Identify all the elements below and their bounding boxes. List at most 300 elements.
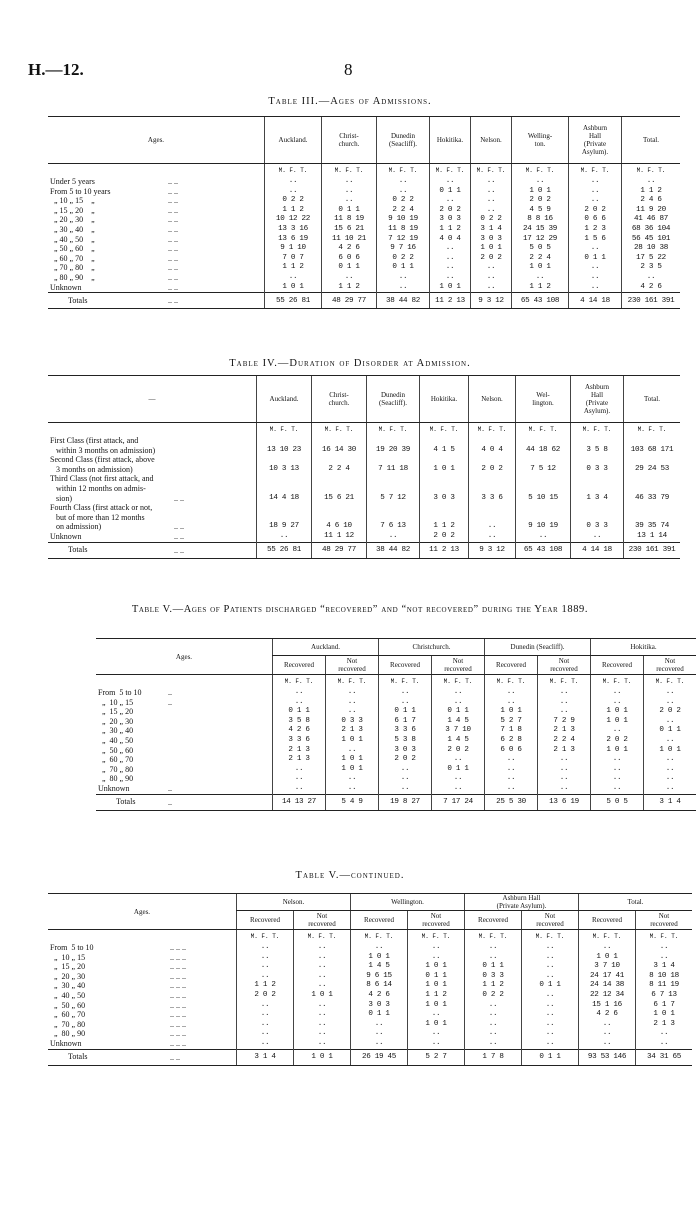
data-cell: 11 10 21 bbox=[322, 235, 377, 245]
column-header: Auckland. bbox=[257, 376, 312, 423]
data-cell: .. bbox=[377, 187, 430, 197]
data-cell: 1 0 1 bbox=[408, 981, 465, 991]
data-cell: 1 0 1 bbox=[512, 263, 569, 273]
data-cell: 29 24 53 bbox=[624, 455, 681, 474]
data-cell: .. bbox=[522, 972, 579, 982]
data-cell: .. bbox=[432, 784, 485, 794]
data-cell: .. bbox=[432, 755, 485, 765]
table-row bbox=[96, 688, 696, 698]
row-leader-dots: .. .. bbox=[168, 205, 178, 215]
row-leader-dots: .. .. bbox=[168, 224, 178, 234]
data-cell: 0 1 1 bbox=[432, 707, 485, 717]
row-label: „ 15 „ 20 bbox=[98, 707, 134, 717]
data-cell: 2 2 4 bbox=[538, 736, 591, 746]
data-cell: .. bbox=[569, 263, 622, 273]
data-cell: .. bbox=[351, 1039, 408, 1049]
mft-label: M. F. T. bbox=[579, 930, 636, 944]
data-cell: 4 1 5 bbox=[420, 436, 469, 455]
data-cell: .. bbox=[469, 532, 516, 542]
row-label: Unknown bbox=[50, 282, 82, 292]
row-leader-dots bbox=[168, 746, 273, 756]
mft-spacer bbox=[48, 164, 265, 178]
data-cell: 2 0 2 bbox=[430, 206, 471, 216]
data-cell: 0 1 1 bbox=[379, 707, 432, 717]
table-v-title: Table V.—Ages of Patients discharged “recovered” and “not recovered” during the Year 1889. bbox=[131, 604, 589, 615]
row-leader-dots: .. .. bbox=[168, 263, 178, 273]
data-cell: .. bbox=[273, 688, 326, 698]
data-cell: .. bbox=[351, 943, 408, 953]
table-row bbox=[48, 503, 680, 532]
group-header: Total. bbox=[579, 894, 693, 911]
data-cell: .. bbox=[644, 698, 697, 708]
table-v-continued-title: Table V.—continued. bbox=[295, 870, 405, 881]
data-cell: 1 1 2 bbox=[622, 187, 681, 197]
column-header: Nelson. bbox=[471, 117, 512, 164]
data-cell: .. bbox=[237, 1010, 294, 1020]
data-cell: 3 7 10 bbox=[579, 962, 636, 972]
data-cell: 0 2 2 bbox=[377, 196, 430, 206]
data-cell: 3 0 3 bbox=[430, 215, 471, 225]
data-cell: .. bbox=[512, 177, 569, 187]
data-cell: 1 1 2 bbox=[420, 503, 469, 532]
data-cell: .. bbox=[379, 784, 432, 794]
mft-label: M. F. T. bbox=[322, 164, 377, 178]
data-cell: 16 14 30 bbox=[312, 436, 367, 455]
data-cell: .. bbox=[294, 972, 351, 982]
data-cell: .. bbox=[237, 1001, 294, 1011]
data-cell: 1 0 1 bbox=[512, 187, 569, 197]
data-cell: 2 1 3 bbox=[538, 726, 591, 736]
row-leader-dots: .. .. .. bbox=[170, 990, 186, 1000]
row-leader-dots: .. .. bbox=[168, 272, 178, 282]
row-label: Second Class (first attack, above 3 months on admission) bbox=[50, 455, 155, 474]
mft-label: M. F. T. bbox=[624, 423, 681, 437]
data-cell: 28 10 38 bbox=[622, 244, 681, 254]
data-cell: 3 0 3 bbox=[351, 1001, 408, 1011]
data-cell: .. bbox=[591, 688, 644, 698]
data-cell: .. bbox=[326, 688, 379, 698]
row-leader-dots: .. .. .. bbox=[170, 1019, 186, 1029]
table-iv-title: Table IV.—Duration of Disorder at Admission. bbox=[229, 358, 471, 369]
row-label: „ 20 „ 30 bbox=[98, 716, 134, 726]
data-cell: .. bbox=[579, 1029, 636, 1039]
row-leader-dots: .. .. bbox=[168, 177, 178, 186]
row-leader-dots: .. .. .. bbox=[170, 1038, 186, 1048]
group-header: Christchurch. bbox=[379, 639, 485, 656]
sub-header: Recovered bbox=[485, 656, 538, 675]
data-cell: 4 2 6 bbox=[273, 726, 326, 736]
data-cell: .. bbox=[379, 765, 432, 775]
data-cell: .. bbox=[237, 1020, 294, 1030]
row-label: Fourth Class (first attack or not, but of more than 12 months on admission) bbox=[50, 503, 153, 532]
totals-row bbox=[96, 794, 696, 810]
mft-label: M. F. T. bbox=[257, 423, 312, 437]
data-cell: 15 6 21 bbox=[322, 225, 377, 235]
data-cell: 15 6 21 bbox=[312, 474, 367, 503]
data-cell: .. bbox=[591, 774, 644, 784]
data-cell: 7 6 13 bbox=[367, 503, 420, 532]
row-label: „ 70 „ 80 bbox=[98, 764, 134, 774]
mft-label: M. F. T. bbox=[265, 164, 322, 178]
data-cell: 0 1 1 bbox=[273, 707, 326, 717]
data-cell: 7 5 12 bbox=[516, 455, 571, 474]
row-label: „ 60 „ 70 bbox=[50, 1010, 86, 1020]
sub-header: Recovered bbox=[379, 656, 432, 675]
data-cell: 1 0 1 bbox=[408, 1001, 465, 1011]
totals-cell: 4 14 18 bbox=[571, 542, 624, 558]
table-row bbox=[48, 962, 692, 972]
row-label: „ 15 „ 20 „ bbox=[50, 205, 95, 215]
data-cell: 15 1 16 bbox=[579, 1001, 636, 1011]
data-cell: 1 0 1 bbox=[420, 455, 469, 474]
totals-cell: 9 3 12 bbox=[471, 293, 512, 309]
data-cell: 6 7 13 bbox=[636, 991, 693, 1001]
mft-label: M. F. T. bbox=[538, 675, 591, 689]
sub-header: Recovered bbox=[273, 656, 326, 675]
row-leader-dots: .. .. bbox=[168, 215, 178, 225]
column-header: Auckland. bbox=[265, 117, 322, 164]
data-cell: .. bbox=[294, 981, 351, 991]
mft-label: M. F. T. bbox=[237, 930, 294, 944]
data-cell: 1 0 1 bbox=[591, 717, 644, 727]
data-cell: .. bbox=[471, 177, 512, 187]
row-label: „ 10 „ 15 bbox=[50, 952, 86, 962]
data-cell: .. bbox=[326, 698, 379, 708]
mft-label: M. F. T. bbox=[591, 675, 644, 689]
table-row bbox=[48, 1020, 692, 1030]
sub-header: Recovered bbox=[465, 911, 522, 930]
data-cell: .. bbox=[512, 273, 569, 283]
data-cell: .. bbox=[538, 755, 591, 765]
data-cell: 0 3 3 bbox=[571, 455, 624, 474]
data-cell: 0 1 1 bbox=[432, 765, 485, 775]
row-leader-dots bbox=[174, 436, 257, 455]
data-cell: 1 4 5 bbox=[432, 717, 485, 727]
data-cell: .. bbox=[485, 784, 538, 794]
table-row bbox=[48, 1010, 692, 1020]
data-cell: 1 0 1 bbox=[351, 953, 408, 963]
row-label: From 5 to 10 years bbox=[50, 186, 111, 196]
column-header: Hokitika. bbox=[420, 376, 469, 423]
data-cell: 4 5 9 bbox=[512, 206, 569, 216]
data-cell: .. bbox=[257, 532, 312, 542]
data-cell: 7 2 9 bbox=[538, 717, 591, 727]
data-cell: 6 2 8 bbox=[485, 736, 538, 746]
totals-label: Totals bbox=[48, 1049, 170, 1065]
data-cell: .. bbox=[522, 953, 579, 963]
data-cell: 0 1 1 bbox=[644, 726, 697, 736]
table-row bbox=[48, 235, 680, 245]
data-cell: 5 10 15 bbox=[516, 474, 571, 503]
column-header: Nelson. bbox=[469, 376, 516, 423]
row-leader-dots: .. .. .. bbox=[170, 1000, 186, 1010]
group-header: Dunedin (Seacliff). bbox=[485, 639, 591, 656]
data-cell: 2 0 2 bbox=[379, 755, 432, 765]
data-cell: .. bbox=[485, 755, 538, 765]
data-cell: .. bbox=[522, 1001, 579, 1011]
table-row bbox=[96, 736, 696, 746]
data-cell: 13 10 23 bbox=[257, 436, 312, 455]
table-row bbox=[96, 774, 696, 784]
totals-cell: 11 2 13 bbox=[420, 542, 469, 558]
row-leader-dots: .. .. .. bbox=[170, 971, 186, 981]
data-cell: .. bbox=[379, 774, 432, 784]
table-row bbox=[48, 991, 692, 1001]
sub-header: Not recovered bbox=[522, 911, 579, 930]
column-header: Wel- lington. bbox=[516, 376, 571, 423]
column-header: Christ- church. bbox=[312, 376, 367, 423]
data-cell: 1 0 1 bbox=[644, 746, 697, 756]
data-cell: 2 0 2 bbox=[471, 254, 512, 264]
row-leader-dots: .. .. bbox=[168, 196, 178, 206]
data-cell: 1 0 1 bbox=[326, 736, 379, 746]
data-cell: .. bbox=[591, 726, 644, 736]
data-cell: 22 12 34 bbox=[579, 991, 636, 1001]
data-cell: 3 5 8 bbox=[273, 717, 326, 727]
mft-label: M. F. T. bbox=[326, 675, 379, 689]
table-row bbox=[96, 726, 696, 736]
totals-row bbox=[48, 542, 680, 558]
totals-cell: 48 29 77 bbox=[322, 293, 377, 309]
data-cell: 2 2 4 bbox=[312, 455, 367, 474]
totals-cell: 13 6 19 bbox=[538, 794, 591, 810]
data-cell: .. bbox=[367, 532, 420, 542]
column-header: Total. bbox=[624, 376, 681, 423]
header-cell-first: Ages. bbox=[48, 117, 265, 164]
data-cell: 8 10 18 bbox=[636, 972, 693, 982]
data-cell: 1 0 1 bbox=[326, 765, 379, 775]
mft-label: M. F. T. bbox=[569, 164, 622, 178]
totals-dots: .. bbox=[168, 794, 273, 810]
row-leader-dots: .. .. bbox=[168, 244, 178, 254]
data-cell: 4 2 6 bbox=[622, 283, 681, 293]
data-cell: 1 1 2 bbox=[465, 981, 522, 991]
group-header: Hokitika. bbox=[591, 639, 697, 656]
data-cell: .. bbox=[377, 273, 430, 283]
data-cell: .. bbox=[351, 1029, 408, 1039]
data-cell: 4 6 10 bbox=[312, 503, 367, 532]
mft-label: M. F. T. bbox=[351, 930, 408, 944]
row-leader-dots: .. .. .. bbox=[170, 1029, 186, 1039]
data-cell: 4 2 6 bbox=[351, 991, 408, 1001]
data-cell: 9 10 19 bbox=[377, 215, 430, 225]
row-leader-dots: .. .. .. bbox=[170, 981, 186, 991]
data-cell: 0 1 1 bbox=[522, 981, 579, 991]
sub-header: Recovered bbox=[579, 911, 636, 930]
data-cell: .. bbox=[522, 962, 579, 972]
table-row bbox=[48, 273, 680, 283]
row-label: „ 50 „ 60 „ bbox=[50, 244, 95, 254]
data-cell: .. bbox=[644, 736, 697, 746]
row-leader-dots: .. bbox=[168, 783, 172, 793]
row-label: First Class (first attack, and within 3 months on admission) bbox=[50, 436, 156, 455]
data-cell: 19 20 39 bbox=[367, 436, 420, 455]
data-cell: 3 7 10 bbox=[432, 726, 485, 736]
table-row bbox=[48, 943, 692, 953]
mft-label: M. F. T. bbox=[379, 675, 432, 689]
data-cell: .. bbox=[408, 1039, 465, 1049]
row-leader-dots bbox=[168, 765, 273, 775]
totals-dots: .. .. bbox=[174, 542, 257, 558]
data-cell: .. bbox=[569, 244, 622, 254]
totals-cell: 230 161 391 bbox=[622, 293, 681, 309]
data-cell: 0 2 2 bbox=[465, 991, 522, 1001]
data-cell: 103 68 171 bbox=[624, 436, 681, 455]
data-cell: 1 0 1 bbox=[430, 283, 471, 293]
data-cell: 6 1 7 bbox=[379, 717, 432, 727]
ages-header: Ages. bbox=[96, 639, 273, 675]
data-cell: 44 18 62 bbox=[516, 436, 571, 455]
data-cell: 0 1 1 bbox=[322, 206, 377, 216]
data-cell: 0 1 1 bbox=[322, 263, 377, 273]
row-label: „ 60 „ 70 „ bbox=[50, 253, 95, 263]
row-label: „ 50 „ 60 bbox=[98, 745, 134, 755]
sub-header: Recovered bbox=[351, 911, 408, 930]
data-cell: 10 3 13 bbox=[257, 455, 312, 474]
row-label: Under 5 years bbox=[50, 177, 95, 186]
data-cell: 1 0 1 bbox=[408, 962, 465, 972]
totals-cell: 5 0 5 bbox=[591, 794, 644, 810]
column-header: Dunedin (Seacliff). bbox=[367, 376, 420, 423]
data-cell: .. bbox=[569, 283, 622, 293]
data-cell: 1 1 2 bbox=[408, 991, 465, 1001]
data-cell: .. bbox=[644, 755, 697, 765]
data-cell: .. bbox=[471, 283, 512, 293]
table-row bbox=[48, 1001, 692, 1011]
row-leader-dots bbox=[168, 736, 273, 746]
data-cell: .. bbox=[644, 774, 697, 784]
row-label: „ 80 „ 90 bbox=[98, 774, 134, 784]
data-cell: 3 1 4 bbox=[636, 962, 693, 972]
totals-cell: 1 7 8 bbox=[465, 1049, 522, 1065]
row-label: „ 80 „ 90 „ bbox=[50, 272, 95, 282]
data-cell: 4 2 6 bbox=[579, 1010, 636, 1020]
data-cell: .. bbox=[644, 688, 697, 698]
data-cell: 9 1 10 bbox=[265, 244, 322, 254]
data-cell: 1 3 4 bbox=[571, 474, 624, 503]
mft-label: M. F. T. bbox=[273, 675, 326, 689]
data-cell: 3 0 3 bbox=[420, 474, 469, 503]
data-cell: .. bbox=[273, 774, 326, 784]
ages-header: Ages. bbox=[48, 894, 237, 930]
row-label: „ 20 „ 30 „ bbox=[50, 215, 95, 225]
row-label: „ 15 „ 20 bbox=[50, 962, 86, 972]
totals-cell: 9 3 12 bbox=[469, 542, 516, 558]
data-cell: 13 3 16 bbox=[265, 225, 322, 235]
row-label: „ 40 „ 50 „ bbox=[50, 234, 95, 244]
row-leader-dots: .. .. bbox=[174, 522, 184, 532]
sub-header: Not recovered bbox=[432, 656, 485, 675]
totals-cell: 11 2 13 bbox=[430, 293, 471, 309]
data-cell: .. bbox=[430, 196, 471, 206]
data-cell: .. bbox=[465, 1029, 522, 1039]
data-cell: .. bbox=[432, 688, 485, 698]
data-cell: .. bbox=[351, 1020, 408, 1030]
data-cell: 0 2 2 bbox=[377, 254, 430, 264]
mft-label: M. F. T. bbox=[432, 675, 485, 689]
group-header: Ashburn Hall (Private Asylum). bbox=[465, 894, 579, 911]
totals-row bbox=[48, 293, 680, 309]
data-cell: 11 1 12 bbox=[312, 532, 367, 542]
data-cell: .. bbox=[644, 784, 697, 794]
data-cell: .. bbox=[471, 187, 512, 197]
data-cell: .. bbox=[516, 532, 571, 542]
data-cell: .. bbox=[237, 953, 294, 963]
row-leader-dots: .. .. bbox=[168, 234, 178, 244]
table-row bbox=[96, 765, 696, 775]
table-row bbox=[48, 455, 680, 474]
data-cell: .. bbox=[237, 972, 294, 982]
table-row bbox=[48, 474, 680, 503]
totals-cell: 7 17 24 bbox=[432, 794, 485, 810]
data-cell: .. bbox=[622, 273, 681, 283]
column-header: Ashburn Hall (Private Asylum). bbox=[569, 117, 622, 164]
table-row bbox=[96, 707, 696, 717]
table-row bbox=[48, 196, 680, 206]
table-row bbox=[48, 244, 680, 254]
group-header: Wellington. bbox=[351, 894, 465, 911]
data-cell: 2 1 3 bbox=[636, 1020, 693, 1030]
data-cell: 1 1 2 bbox=[430, 225, 471, 235]
data-cell: 24 17 41 bbox=[579, 972, 636, 982]
sub-header: Not recovered bbox=[294, 911, 351, 930]
data-cell: .. bbox=[538, 784, 591, 794]
totals-label: Totals bbox=[48, 542, 174, 558]
data-cell: 0 1 1 bbox=[377, 263, 430, 273]
row-leader-dots bbox=[168, 755, 273, 765]
table-iv-duration-of-disorder bbox=[48, 375, 680, 559]
data-cell: 2 1 3 bbox=[273, 755, 326, 765]
row-leader-dots: .. .. bbox=[168, 253, 178, 263]
group-header: Nelson. bbox=[237, 894, 351, 911]
row-label: „ 30 „ 40 bbox=[50, 981, 86, 991]
totals-cell: 55 26 81 bbox=[265, 293, 322, 309]
totals-cell: 65 43 108 bbox=[512, 293, 569, 309]
data-cell: .. bbox=[471, 273, 512, 283]
data-cell: 1 0 1 bbox=[326, 755, 379, 765]
data-cell: 46 33 79 bbox=[624, 474, 681, 503]
data-cell: .. bbox=[430, 244, 471, 254]
table-row bbox=[48, 206, 680, 216]
table-row bbox=[48, 215, 680, 225]
data-cell: .. bbox=[538, 698, 591, 708]
column-header: Dunedin (Seacliff). bbox=[377, 117, 430, 164]
data-cell: 1 0 1 bbox=[591, 746, 644, 756]
data-cell: 3 0 3 bbox=[471, 235, 512, 245]
row-label: Unknown bbox=[50, 531, 82, 541]
row-label: „ 20 „ 30 bbox=[50, 971, 86, 981]
data-cell: .. bbox=[273, 784, 326, 794]
totals-cell: 55 26 81 bbox=[257, 542, 312, 558]
data-cell: 2 0 2 bbox=[644, 707, 697, 717]
table-row bbox=[96, 784, 696, 794]
data-cell: .. bbox=[294, 1039, 351, 1049]
data-cell: .. bbox=[485, 688, 538, 698]
totals-cell: 48 29 77 bbox=[312, 542, 367, 558]
data-cell: 0 2 2 bbox=[265, 196, 322, 206]
data-cell: .. bbox=[636, 943, 693, 953]
data-cell: .. bbox=[322, 273, 377, 283]
data-cell: .. bbox=[485, 698, 538, 708]
data-cell: 11 9 20 bbox=[622, 206, 681, 216]
data-cell: .. bbox=[465, 953, 522, 963]
data-cell: 5 7 12 bbox=[367, 474, 420, 503]
data-cell: 9 7 16 bbox=[377, 244, 430, 254]
totals-cell: 3 1 4 bbox=[237, 1049, 294, 1065]
data-cell: .. bbox=[294, 943, 351, 953]
data-cell: .. bbox=[636, 953, 693, 963]
data-cell: .. bbox=[538, 707, 591, 717]
